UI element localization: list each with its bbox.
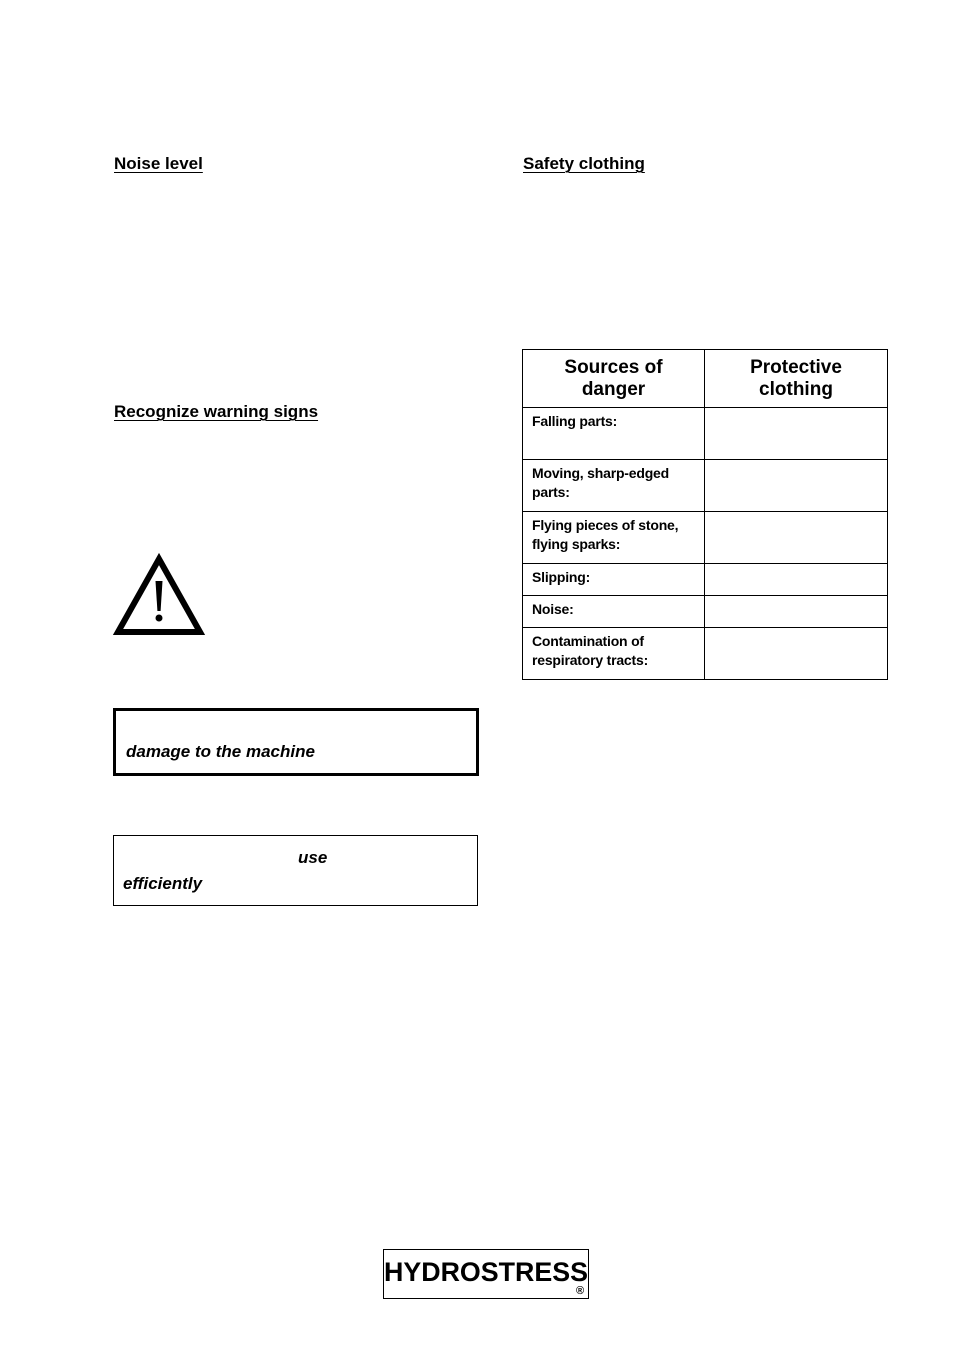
noise-level-heading: Noise level <box>114 154 203 173</box>
damage-notice-box <box>113 708 479 776</box>
source-cell: Falling parts: <box>523 408 705 460</box>
hydrostress-logo <box>383 1249 589 1299</box>
warning-triangle-icon <box>112 551 206 637</box>
header-sources-of-danger <box>523 350 705 408</box>
logo-brand-text: HYDROSTRESS <box>384 1257 588 1287</box>
efficient-use-notice-box <box>113 835 478 906</box>
recognize-warning-signs-heading: Recognize warning signs <box>114 402 319 421</box>
table-row <box>523 628 888 680</box>
header-protective-clothing <box>705 350 888 408</box>
safety-clothing-heading: Safety clothing <box>523 154 645 173</box>
header-sources-line1: Sources of <box>564 356 663 378</box>
table-row <box>523 512 888 564</box>
clothing-cell <box>705 460 888 512</box>
clothing-cell <box>705 564 888 596</box>
clothing-cell <box>705 596 888 628</box>
header-sources-line2: danger <box>581 378 646 400</box>
efficient-notice-use-word: use <box>298 848 328 867</box>
safety-clothing-table <box>522 349 888 680</box>
header-protective-line1: Protective <box>750 356 842 378</box>
source-cell: Moving, sharp-edged parts: <box>523 460 705 512</box>
registered-mark: ® <box>575 1285 585 1297</box>
clothing-cell <box>705 408 888 460</box>
damage-notice-text: damage to the machine <box>126 742 315 761</box>
source-cell: Contamination of respiratory tracts: <box>523 628 705 680</box>
clothing-cell <box>705 628 888 680</box>
source-cell: Flying pieces of stone, flying sparks: <box>523 512 705 564</box>
source-cell: Slipping: <box>523 564 705 596</box>
source-cell: Noise: <box>523 596 705 628</box>
clothing-cell <box>705 512 888 564</box>
header-protective-line2: clothing <box>759 378 833 400</box>
table-row <box>523 460 888 512</box>
table-row <box>523 596 888 628</box>
table-row <box>523 408 888 460</box>
table-row <box>523 564 888 596</box>
table-header-row <box>523 350 888 408</box>
efficient-notice-efficiently-word: efficiently <box>123 874 203 893</box>
